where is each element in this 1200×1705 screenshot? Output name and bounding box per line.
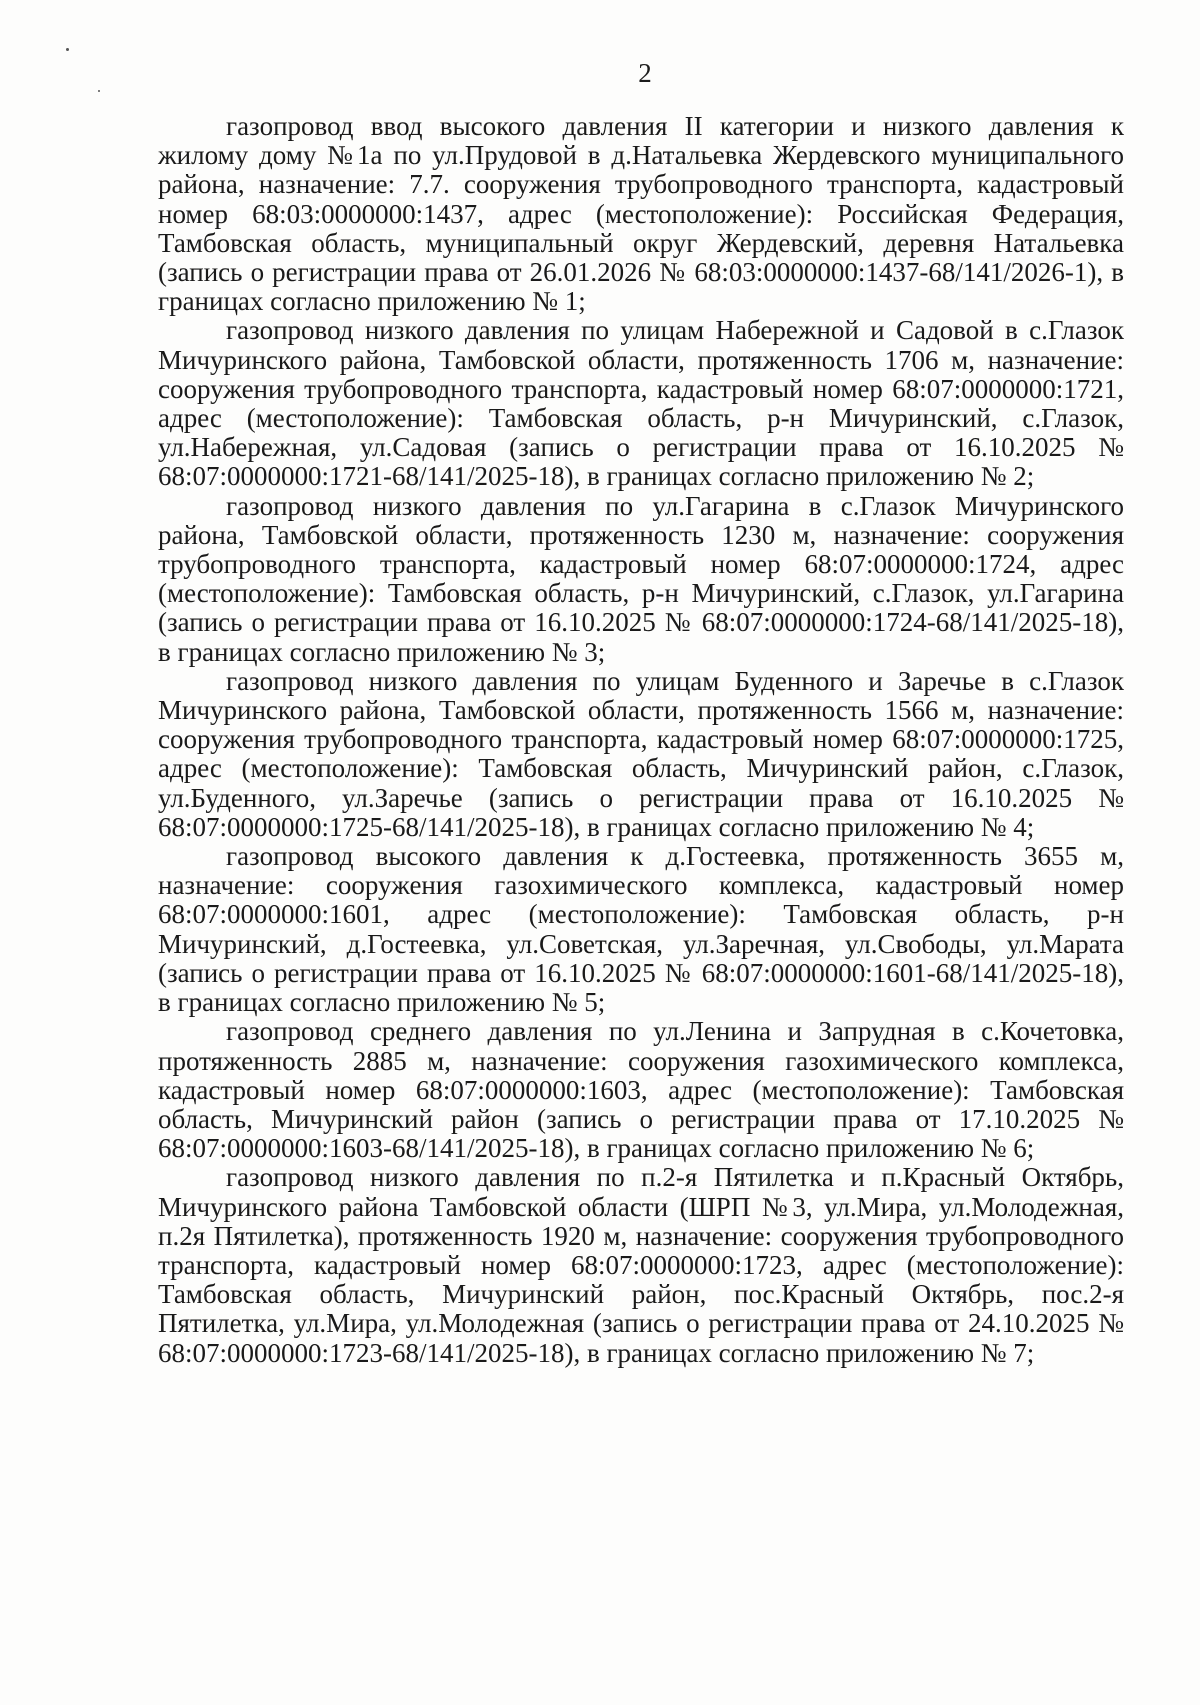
paragraph-item-3: газопровод низкого давления по ул.Гагарина в с.Глазок Мичуринского района, Тамбовской области, протяженность 1230 м, назначение: сооружения трубопроводного транспорта, кадастровый номер 68:07:0000000:1724, адрес (местоположение): Тамбовская область, р-н Мичуринский, с.Глазок, ул.Гагарина (запись о регистрации права от 16.10.2025 № 68:07:0000000:1724-68/141/2025-18), в границах согласно приложению № 3; [158,490,1124,667]
paragraph-item-7: газопровод низкого давления по п.2-я Пятилетка и п.Красный Октябрь, Мичуринского района Тамбовской области (ШРП №3, ул.Мира, ул.Молодежная, п.2я Пятилетка), протяженность 1920 м, назначение: сооружения трубопроводного транспорта, кадастровый номер 68:07:0000000:1723, адрес (местоположение): Тамбовская область, Мичуринский район, пос.Красный Октябрь, пос.2-я Пятилетка, ул.Мира, ул.Молодежная (запись о регистрации права от 24.10.2025 № 68:07:0000000:1723-68/141/2025-18), в границах согласно приложению № 7; [158,1162,1124,1368]
scan-speck [66,48,69,51]
scan-speck [98,90,100,92]
paragraph-item-4: газопровод низкого давления по улицам Буденного и Заречье в с.Глазок Мичуринского района, Тамбовской области, протяженность 1566 м, назначение: сооружения трубопроводного транспорта, кадастровый номер 68:07:0000000:1725, адрес (местоположение): Тамбовская область, Мичуринский район, с.Глазок, ул.Буденного, ул.Заречье (запись о регистрации права от 16.10.2025 № 68:07:0000000:1725-68/141/2025-18), в границах согласно приложению № 4; [158,665,1124,842]
paragraph-item-1: газопровод ввод высокого давления II категории и низкого давления к жилому дому №1а по ул.Прудовой в д.Натальевка Жердевского муниципального района, назначение: 7.7. сооружения трубопроводного транспорта, кадастровый номер 68:03:0000000:1437, адрес (местоположение): Российская Федерация, Тамбовская область, муниципальный округ Жердевский, деревня Натальевка (запись о регистрации права от 26.01.2026 № 68:03:0000000:1437-68/141/2026-1), в границах согласно приложению № 1; [158,111,1124,317]
document-body [158,112,1124,1368]
page-number: 2 [638,58,652,88]
paragraph-item-2: газопровод низкого давления по улицам Набережной и Садовой в с.Глазок Мичуринского района, Тамбовской области, протяженность 1706 м, назначение: сооружения трубопроводного транспорта, кадастровый номер 68:07:0000000:1721, адрес (местоположение): Тамбовская область, р-н Мичуринский, с.Глазок, ул.Набережная, ул.Садовая (запись о регистрации права от 16.10.2025 № 68:07:0000000:1721-68/141/2025-18), в границах согласно приложению № 2; [158,315,1124,492]
paragraph-item-5: газопровод высокого давления к д.Гостеевка, протяженность 3655 м, назначение: сооружения газохимического комплекса, кадастровый номер 68:07:0000000:1601, адрес (местоположение): Тамбовская область, р-н Мичуринский, д.Гостеевка, ул.Советская, ул.Заречная, ул.Свободы, ул.Марата (запись о регистрации права от 16.10.2025 № 68:07:0000000:1601-68/141/2025-18), в границах согласно приложению № 5; [158,841,1124,1018]
paragraph-item-6: газопровод среднего давления по ул.Ленина и Запрудная в с.Кочетовка, протяженность 2885 м, назначение: сооружения газохимического комплекса, кадастровый номер 68:07:0000000:1603, адрес (местоположение): Тамбовская область, Мичуринский район (запись о регистрации права от 17.10.2025 № 68:07:0000000:1603-68/141/2025-18), в границах согласно приложению № 6; [158,1016,1124,1164]
